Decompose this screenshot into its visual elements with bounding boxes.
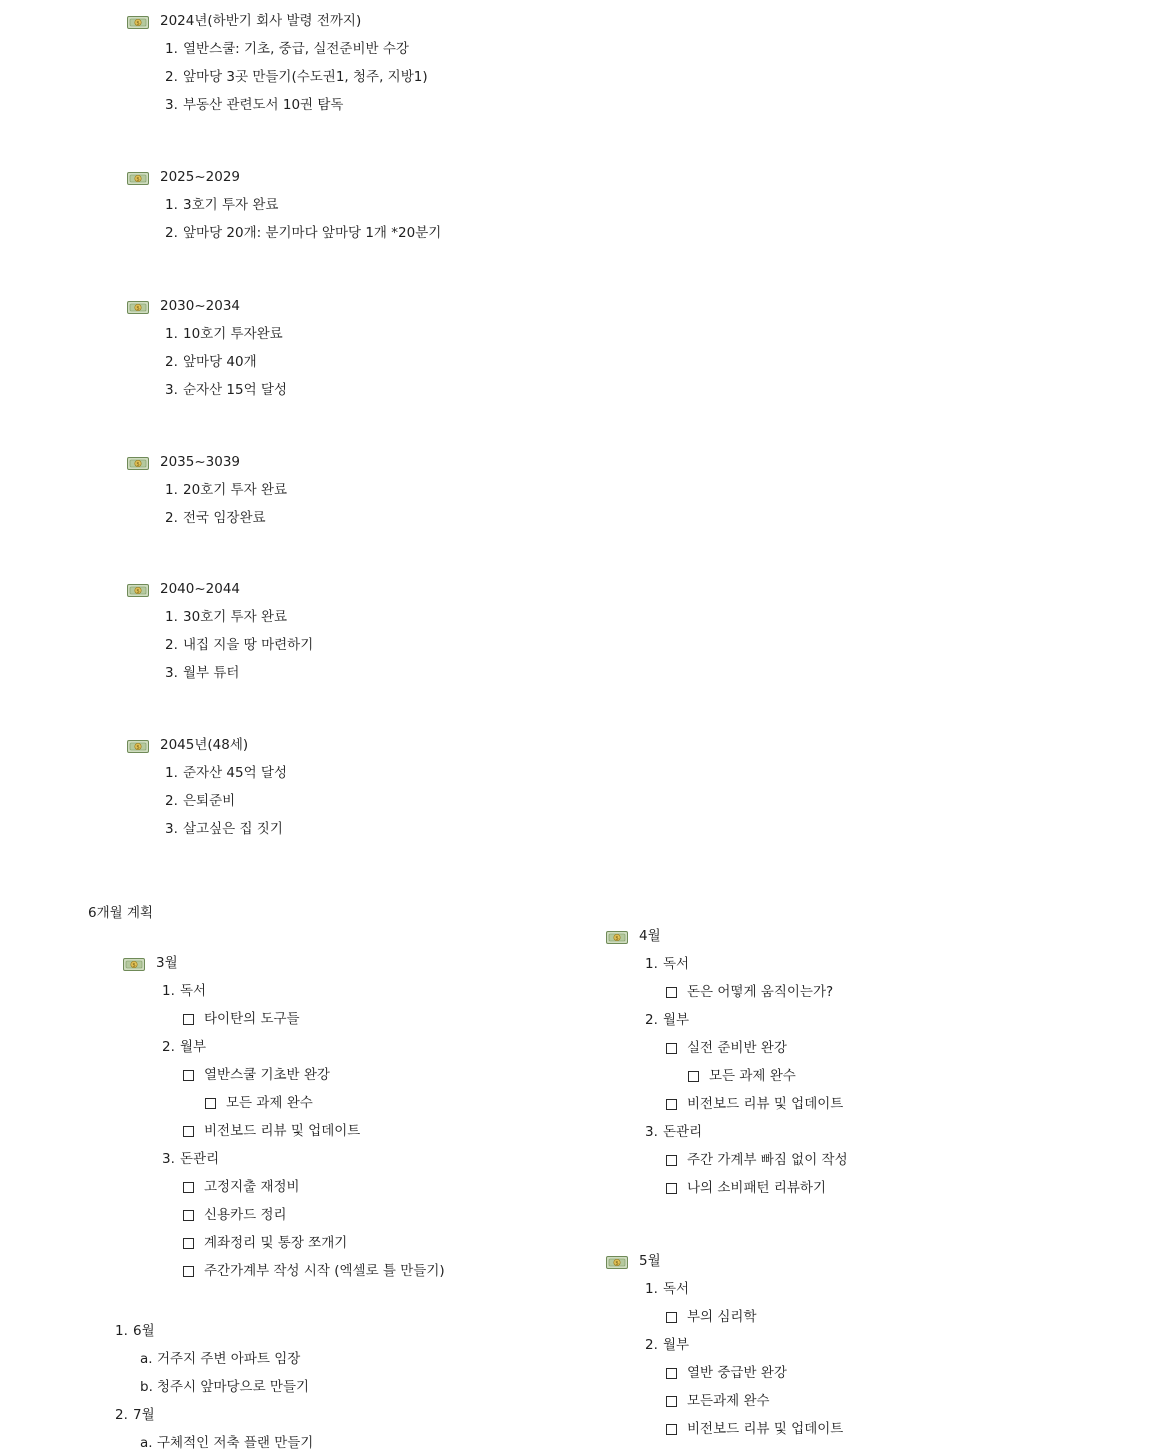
checklist-item: 모든과제 완수 [687, 1393, 770, 1409]
checkbox[interactable] [205, 1098, 216, 1109]
month-section-label: 월부 [663, 1012, 690, 1028]
checkbox[interactable] [666, 1396, 677, 1407]
checkbox[interactable] [666, 1312, 677, 1323]
section-title: 3월 [156, 955, 178, 971]
checkbox[interactable] [666, 1155, 677, 1166]
goal-item-number: 1. [165, 41, 178, 57]
checkbox[interactable] [183, 1266, 194, 1277]
goal-item-number: 2. [165, 793, 178, 809]
month-section-label: 독서 [180, 983, 207, 999]
month-section-label: 돈관리 [663, 1124, 703, 1140]
checklist-item: 계좌정리 및 통장 쪼개기 [204, 1235, 348, 1251]
section-title: 2030~2034 [160, 298, 241, 314]
checkbox[interactable] [666, 1099, 677, 1110]
sub-item-marker: a. [140, 1435, 153, 1451]
goal-item-number: 2. [165, 225, 178, 241]
checklist-item: 비전보드 리뷰 및 업데이트 [687, 1096, 844, 1112]
sub-item-marker: b. [140, 1379, 153, 1395]
section-title: 4월 [639, 928, 661, 944]
money-with-wings-icon [127, 456, 149, 471]
section-title: 2035~3039 [160, 454, 241, 470]
goal-item-number: 1. [165, 326, 178, 342]
month-section-number: 3. [645, 1124, 658, 1140]
goal-item: 준자산 45억 달성 [183, 765, 288, 781]
month-section-number: 1. [645, 1281, 658, 1297]
svg-text:$: $ [136, 588, 140, 595]
money-with-wings-icon [127, 739, 149, 754]
checkbox[interactable] [183, 1126, 194, 1137]
goal-item: 10호기 투자완료 [183, 326, 283, 342]
month-section-number: 2. [645, 1337, 658, 1353]
svg-text:$: $ [136, 305, 140, 312]
goal-item-number: 3. [165, 97, 178, 113]
month-section-label: 월부 [180, 1039, 207, 1055]
money-with-wings-icon [127, 583, 149, 598]
svg-text:$: $ [136, 461, 140, 468]
month-section-number: 3. [162, 1151, 175, 1167]
goal-item: 30호기 투자 완료 [183, 609, 288, 625]
month-section-label: 월부 [663, 1337, 690, 1353]
checklist-item: 주간 가계부 빠짐 없이 작성 [687, 1152, 848, 1168]
checklist-item: 주간가계부 작성 시작 (엑셀로 틀 만들기) [204, 1263, 445, 1279]
month-section-label: 독서 [663, 956, 690, 972]
goal-item-number: 3. [165, 821, 178, 837]
checklist-item: 타이탄의 도구들 [204, 1011, 300, 1027]
goal-item: 월부 튜터 [183, 665, 240, 681]
checklist-item: 모든 과제 완수 [226, 1095, 313, 1111]
month-label: 7월 [133, 1407, 155, 1423]
goal-item-number: 1. [165, 609, 178, 625]
checkbox[interactable] [666, 1183, 677, 1194]
section-title: 2045년(48세) [160, 737, 249, 753]
month-section-label: 돈관리 [180, 1151, 220, 1167]
money-with-wings-icon [606, 930, 628, 945]
svg-text:$: $ [136, 176, 140, 183]
checklist-item: 신용카드 정리 [204, 1207, 287, 1223]
month-number: 2. [115, 1407, 128, 1423]
goal-item: 앞마당 40개 [183, 354, 257, 370]
month-section-number: 2. [162, 1039, 175, 1055]
checklist-item: 열반 중급반 완강 [687, 1365, 787, 1381]
section-title: 2040~2044 [160, 581, 241, 597]
sub-item-marker: a. [140, 1351, 153, 1367]
goal-item-number: 2. [165, 69, 178, 85]
money-with-wings-icon [127, 171, 149, 186]
checklist-item: 비전보드 리뷰 및 업데이트 [687, 1421, 844, 1437]
goal-item-number: 1. [165, 765, 178, 781]
checklist-item: 고정지출 재정비 [204, 1179, 300, 1195]
goal-item: 전국 임장완료 [183, 510, 266, 526]
checkbox[interactable] [666, 1043, 677, 1054]
goal-item-number: 3. [165, 382, 178, 398]
goal-item-number: 2. [165, 637, 178, 653]
section-title: 5월 [639, 1253, 661, 1269]
goal-item-number: 3. [165, 665, 178, 681]
month-section-number: 2. [645, 1012, 658, 1028]
section-title: 2025~2029 [160, 169, 241, 185]
sub-item: 구체적인 저축 플랜 만들기 [157, 1435, 314, 1451]
checkbox[interactable] [666, 1424, 677, 1435]
goal-item: 부동산 관련도서 10권 탐독 [183, 97, 344, 113]
goal-item: 살고싶은 집 짓기 [183, 821, 283, 837]
goal-item: 앞마당 3곳 만들기(수도권1, 청주, 지방1) [183, 69, 428, 85]
goal-item: 열반스쿨: 기초, 중급, 실전준비반 수강 [183, 41, 409, 57]
goal-item-number: 1. [165, 482, 178, 498]
goal-item-number: 2. [165, 510, 178, 526]
month-label: 6월 [133, 1323, 155, 1339]
svg-text:$: $ [136, 744, 140, 751]
checkbox[interactable] [688, 1071, 699, 1082]
month-number: 1. [115, 1323, 128, 1339]
svg-text:$: $ [615, 935, 619, 942]
six-month-heading: 6개월 계획 [88, 905, 154, 921]
checkbox[interactable] [183, 1070, 194, 1081]
checkbox[interactable] [666, 987, 677, 998]
money-with-wings-icon [127, 15, 149, 30]
money-with-wings-icon [606, 1255, 628, 1270]
svg-text:$: $ [136, 20, 140, 27]
checklist-item: 모든 과제 완수 [709, 1068, 796, 1084]
month-section-number: 1. [162, 983, 175, 999]
svg-text:$: $ [615, 1260, 619, 1267]
checkbox[interactable] [183, 1238, 194, 1249]
goal-item: 은퇴준비 [183, 793, 236, 809]
checklist-item: 비전보드 리뷰 및 업데이트 [204, 1123, 361, 1139]
checklist-item: 부의 심리학 [687, 1309, 757, 1325]
goal-item-number: 2. [165, 354, 178, 370]
goal-item: 앞마당 20개: 분기마다 앞마당 1개 *20분기 [183, 225, 442, 241]
checkbox[interactable] [183, 1182, 194, 1193]
money-with-wings-icon [123, 957, 145, 972]
svg-text:$: $ [132, 962, 136, 969]
checklist-item: 돈은 어떻게 움직이는가? [687, 984, 834, 1000]
goal-item: 내집 지을 땅 마련하기 [183, 637, 314, 653]
month-section-label: 독서 [663, 1281, 690, 1297]
section-title: 2024년(하반기 회사 발령 전까지) [160, 13, 362, 29]
sub-item: 청주시 앞마당으로 만들기 [157, 1379, 310, 1395]
checklist-item: 열반스쿨 기초반 완강 [204, 1067, 330, 1083]
goal-item: 3호기 투자 완료 [183, 197, 279, 213]
checkbox[interactable] [183, 1210, 194, 1221]
checkbox[interactable] [666, 1368, 677, 1379]
sub-item: 거주지 주변 아파트 임장 [157, 1351, 301, 1367]
month-section-number: 1. [645, 956, 658, 972]
checkbox[interactable] [183, 1014, 194, 1025]
money-with-wings-icon [127, 300, 149, 315]
checklist-item: 나의 소비패턴 리뷰하기 [687, 1180, 826, 1196]
goal-item: 순자산 15억 달성 [183, 382, 288, 398]
checklist-item: 실전 준비반 완강 [687, 1040, 787, 1056]
goal-item: 20호기 투자 완료 [183, 482, 288, 498]
goal-item-number: 1. [165, 197, 178, 213]
